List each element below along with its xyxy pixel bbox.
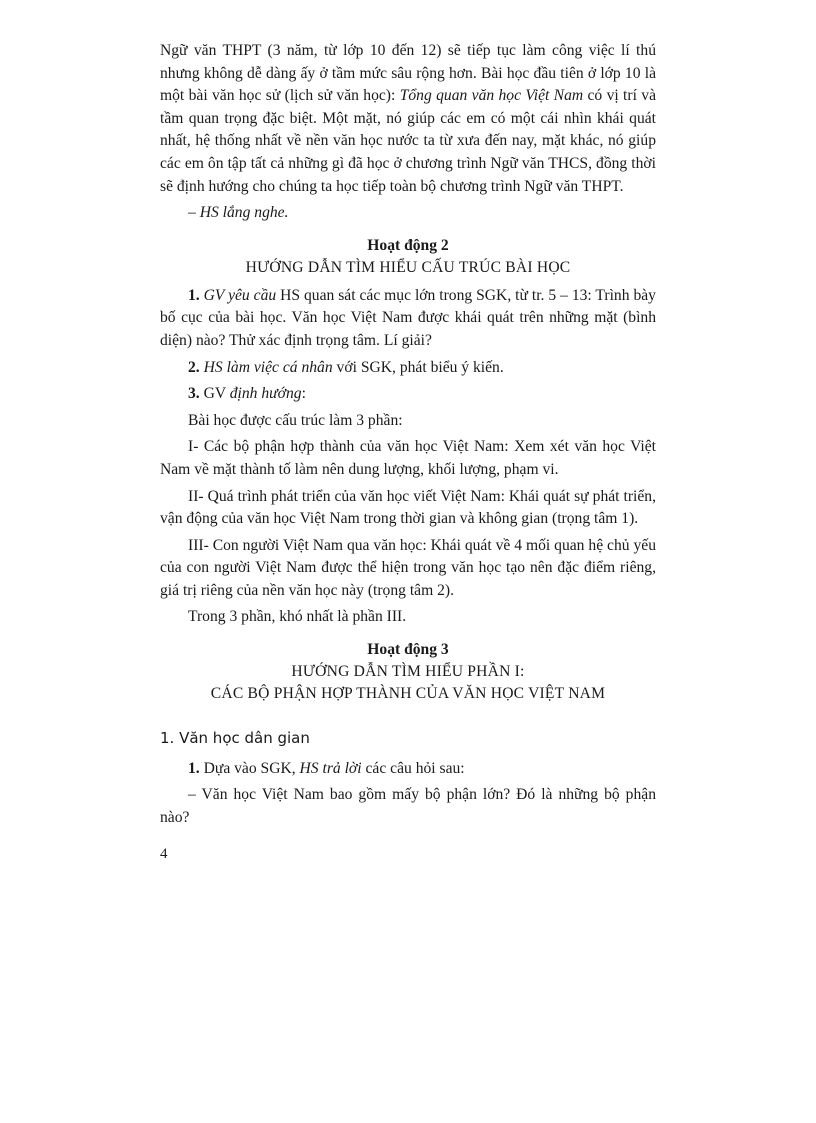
page-number: 4 [160, 846, 168, 862]
intro-text-a: Ngữ văn THPT (3 năm, từ lớp 10 đến 12) sẽ tiếp tục làm công việc lí thú nhưng không dễ dàng ấy ở tầm mức sâu rộng hơn. Bài học đầu tiên ở lớp 10 là một bài văn học sử (lịch sử văn học): [160, 42, 656, 105]
structure-intro: Bài học được cấu trúc làm 3 phần: [188, 411, 403, 429]
hardest-part: Trong 3 phần, khó nhất là phần III. [188, 608, 407, 626]
item3-text: GV [199, 385, 230, 403]
section1-item1-text-b: các câu hỏi sau: [361, 759, 465, 777]
section1-item1 [160, 758, 656, 781]
item1-number: 1. [188, 286, 200, 304]
activity3-title: Hoạt động 3 [367, 641, 449, 659]
item2-number: 2. [188, 358, 200, 376]
intro-book-title: Tổng quan văn học Việt Nam [399, 87, 584, 105]
section1-item1-italic: HS trả lời [299, 759, 362, 777]
section1-question: – Văn học Việt Nam bao gồm mấy bộ phận lớn? Đó là những bộ phận nào? [160, 786, 656, 826]
section1-item1-number: 1. [188, 759, 200, 777]
activity3-heading [160, 639, 656, 705]
activity3-subtitle-2: CÁC BỘ PHẬN HỢP THÀNH CỦA VĂN HỌC VIỆT NAM [210, 685, 606, 703]
item1-italic: GV yêu cầu [203, 286, 277, 304]
item3-end: : [301, 385, 306, 403]
intro-paragraph [160, 40, 656, 198]
item1-text: HS quan sát các mục lớn trong SGK, từ tr. 5 – 13: Trình bày bố cục của bài học. Văn học Việt Nam được khái quát trên những mặt (bình diện) nào? Thử xác định trọng tâm. Lí giải? [160, 286, 656, 349]
activity3-subtitle-1: HƯỚNG DẪN TÌM HIỂU PHẦN I: [291, 663, 525, 681]
part1-description: I- Các bộ phận hợp thành của văn học Việt Nam: Xem xét văn học Việt Nam về mặt thành tố làm nên dung lượng, khối lượng, phạm vi. [160, 438, 656, 478]
item3-number: 3. [188, 385, 200, 403]
page-content [160, 40, 656, 833]
section1-item1-text-a: Dựa vào SGK, [199, 759, 300, 777]
item2-italic: HS làm việc cá nhân [203, 358, 333, 376]
activity2-item1 [160, 285, 656, 353]
activity2-title: Hoạt động 2 [367, 236, 449, 254]
section1-title: 1. Văn học dân gian [160, 729, 310, 748]
part2-description: II- Quá trình phát triển của văn học viết Việt Nam: Khái quát sự phát triển, vận động của văn học Việt Nam trong thời gian và không gian (trọng tâm 1). [160, 487, 656, 528]
activity2-subtitle: HƯỚNG DẪN TÌM HIỂU CẤU TRÚC BÀI HỌC [245, 258, 571, 276]
part3-description: III- Con người Việt Nam qua văn học: Khái quát về 4 mối quan hệ chủ yếu của con người Việt Nam được thể hiện trong văn học tạo nên đặc điểm riêng, giá trị riêng của nền văn học này (trọng tâm 2). [160, 536, 656, 599]
intro-text-b: có vị trí và tầm quan trọng đặc biệt. Một mặt, nó giúp các em có một cái nhìn khái quát nhất, hệ thống nhất về nền văn học nước ta từ xưa đến nay, mặt khác, nó giúp các em ôn tập tất cả những gì đã học ở chương trình Ngữ văn THCS, đồng thời sẽ định hướng cho chúng ta học tiếp toàn bộ chương trình Ngữ văn THPT. [160, 87, 656, 195]
activity2-item2 [160, 357, 656, 380]
item3-italic: định hướng [229, 385, 302, 403]
hs-listen: – HS lắng nghe. [188, 204, 289, 222]
activity2-item3 [160, 383, 656, 406]
activity2-heading [160, 235, 656, 279]
item2-text: với SGK, phát biểu ý kiến. [332, 358, 504, 376]
